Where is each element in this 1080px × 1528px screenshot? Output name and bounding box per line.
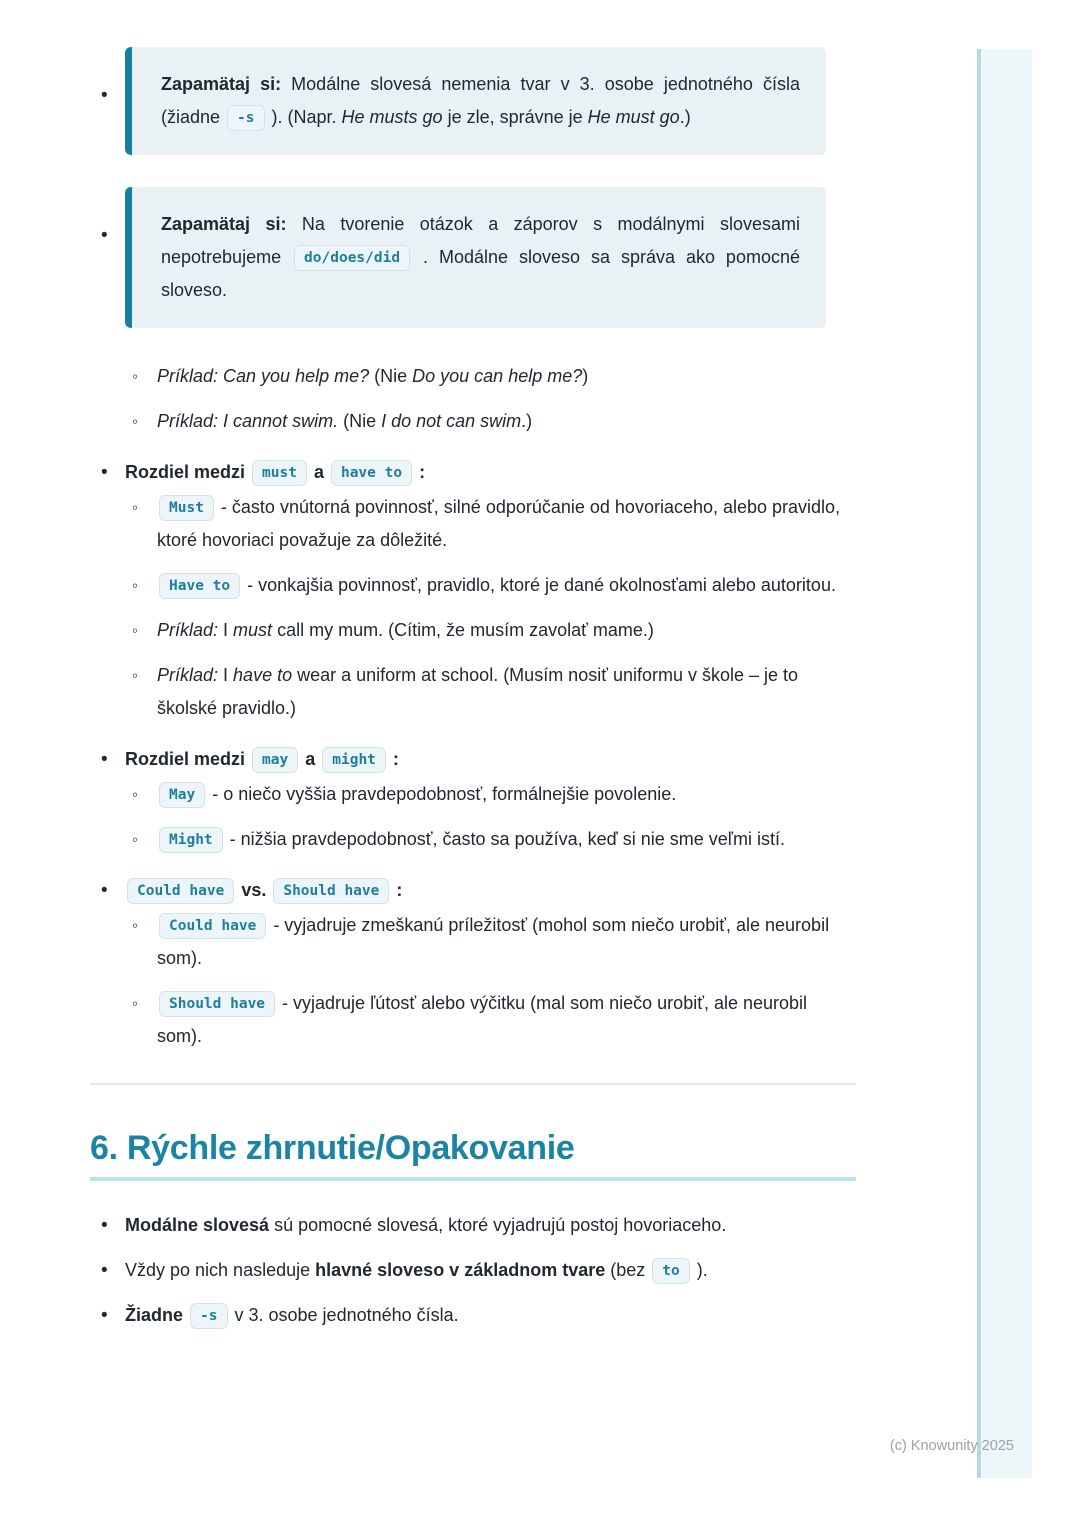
list-item-definition: [122, 909, 856, 975]
text-segment: He must go: [587, 107, 680, 127]
code-badge: -s: [190, 1303, 227, 1329]
list-item-topic: [90, 743, 856, 776]
text-segment: [245, 749, 250, 769]
summary-item: [90, 1299, 856, 1332]
text-segment: Príklad:: [157, 620, 219, 640]
summary-item: [90, 1254, 856, 1287]
code-badge: may: [252, 747, 298, 773]
text-segment: Zapamätaj si:: [161, 74, 282, 94]
code-badge: do/does/did: [294, 245, 410, 271]
callout-remember-2: [125, 187, 826, 328]
code-badge: might: [322, 747, 386, 773]
text-segment: :: [414, 462, 426, 482]
text-segment: [245, 462, 250, 482]
code-badge: Might: [159, 827, 223, 853]
list-item-topic: [90, 874, 856, 907]
list-item-definition: [122, 491, 856, 557]
list-item-example: [122, 659, 856, 725]
summary-list: [90, 1209, 856, 1332]
list-item-callout: [90, 187, 856, 328]
text-segment: - vyjadruje zmeškanú príležitosť (mohol som niečo urobiť, ale neurobil som).: [157, 915, 830, 968]
text-segment: a: [308, 462, 329, 482]
text-segment: ). (Napr.: [266, 107, 342, 127]
text-segment: - často vnútorná povinnosť, silné odporúčanie od hovoriaceho, alebo pravidlo, ktoré hovoriaci považuje za dôležité.: [157, 497, 841, 550]
code-badge: -s: [227, 105, 264, 131]
text-segment: (Nie: [369, 366, 413, 386]
text-segment: (Nie: [338, 411, 382, 431]
notes-list: [90, 47, 856, 1053]
code-badge: Must: [159, 495, 214, 521]
text-segment: je zle, správne je: [442, 107, 588, 127]
text-segment: . Modálne sloveso sa správa ako pomocné sloveso.: [161, 247, 800, 300]
text-segment: - vyjadruje ľútosť alebo výčitku (mal som niečo urobiť, ale neurobil som).: [157, 993, 808, 1046]
code-badge: Should have: [159, 991, 275, 1017]
code-badge: Have to: [159, 573, 240, 599]
list-item-example: [122, 614, 856, 647]
code-badge: Could have: [159, 913, 266, 939]
text-segment: v 3. osobe jednotného čísla.: [229, 1305, 459, 1325]
text-segment: ).: [691, 1260, 708, 1280]
text-segment: I: [218, 620, 234, 640]
callout-text: [161, 68, 800, 134]
section-divider: [90, 1083, 856, 1085]
text-segment: Žiadne: [125, 1305, 184, 1325]
text-segment: I do not can swim: [381, 411, 522, 431]
list-item-definition: [122, 823, 856, 856]
list-item-definition: [122, 987, 856, 1053]
callout-remember-1: [125, 47, 826, 155]
section-heading: 6. Rýchle zhrnutie/Opakovanie: [90, 1127, 856, 1181]
list-item-example: [122, 405, 856, 438]
copyright-notice: (c) Knowunity 2025: [889, 1438, 1014, 1454]
text-segment: Príklad:: [157, 665, 219, 685]
summary-item: [90, 1209, 856, 1242]
text-segment: Vždy po nich nasleduje: [125, 1260, 316, 1280]
text-segment: Rozdiel medzi: [125, 462, 246, 482]
list-item-definition: [122, 778, 856, 811]
text-segment: Príklad: Can you help me?: [157, 366, 370, 386]
text-segment: I: [218, 665, 234, 685]
text-segment: call my mum. (Cítim, že musím zavolať mame.): [272, 620, 654, 640]
list-item-example: [122, 360, 856, 393]
text-segment: - o niečo vyššia pravdepodobnosť, formálnejšie povolenie.: [207, 784, 677, 804]
text-segment: .): [521, 411, 533, 431]
text-segment: [183, 1305, 188, 1325]
callout-text: [161, 208, 800, 307]
text-segment: Do you can help me?: [412, 366, 583, 386]
code-badge: Could have: [127, 878, 234, 904]
text-segment: .): [679, 107, 691, 127]
text-segment: (bez: [605, 1260, 651, 1280]
text-segment: have to: [233, 665, 293, 685]
text-segment: Zapamätaj si:: [161, 214, 287, 234]
text-segment: - vonkajšia povinnosť, pravidlo, ktoré je dané okolnosťami alebo autoritou.: [242, 575, 836, 595]
text-segment: Modálne slovesá: [125, 1215, 270, 1235]
text-segment: - nižšia pravdepodobnosť, často sa používa, keď si nie sme veľmi istí.: [224, 829, 785, 849]
code-badge: May: [159, 782, 205, 808]
text-segment: a: [300, 749, 321, 769]
text-segment: Rozdiel medzi: [125, 749, 246, 769]
text-segment: :: [387, 749, 399, 769]
text-segment: Modálne slovesá nemenia tvar v 3. osobe jednotného čísla (žiadne: [161, 74, 800, 127]
text-segment: must: [233, 620, 273, 640]
text-segment: wear a uniform at school. (Musím nosiť uniformu v škole – je to školské pravidlo.): [157, 665, 799, 718]
code-badge: have to: [331, 460, 412, 486]
list-item-definition: [122, 569, 856, 602]
text-segment: Na tvorenie otázok a záporov s modálnymi slovesami nepotrebujeme: [161, 214, 800, 267]
code-badge: to: [652, 1258, 689, 1284]
code-badge: must: [252, 460, 307, 486]
code-badge: Should have: [273, 878, 389, 904]
text-segment: hlavné sloveso v základnom tvare: [315, 1260, 606, 1280]
list-item-callout: [90, 47, 856, 155]
text-segment: He musts go: [341, 107, 443, 127]
document-content: [90, 0, 856, 1344]
text-segment: vs.: [236, 880, 272, 900]
next-page-preview-band: [977, 49, 1032, 1478]
text-segment: Príklad: I cannot swim.: [157, 411, 339, 431]
text-segment: ): [582, 366, 589, 386]
list-item-topic: [90, 456, 856, 489]
text-segment: sú pomocné slovesá, ktoré vyjadrujú postoj hovoriaceho.: [269, 1215, 727, 1235]
text-segment: :: [391, 880, 403, 900]
